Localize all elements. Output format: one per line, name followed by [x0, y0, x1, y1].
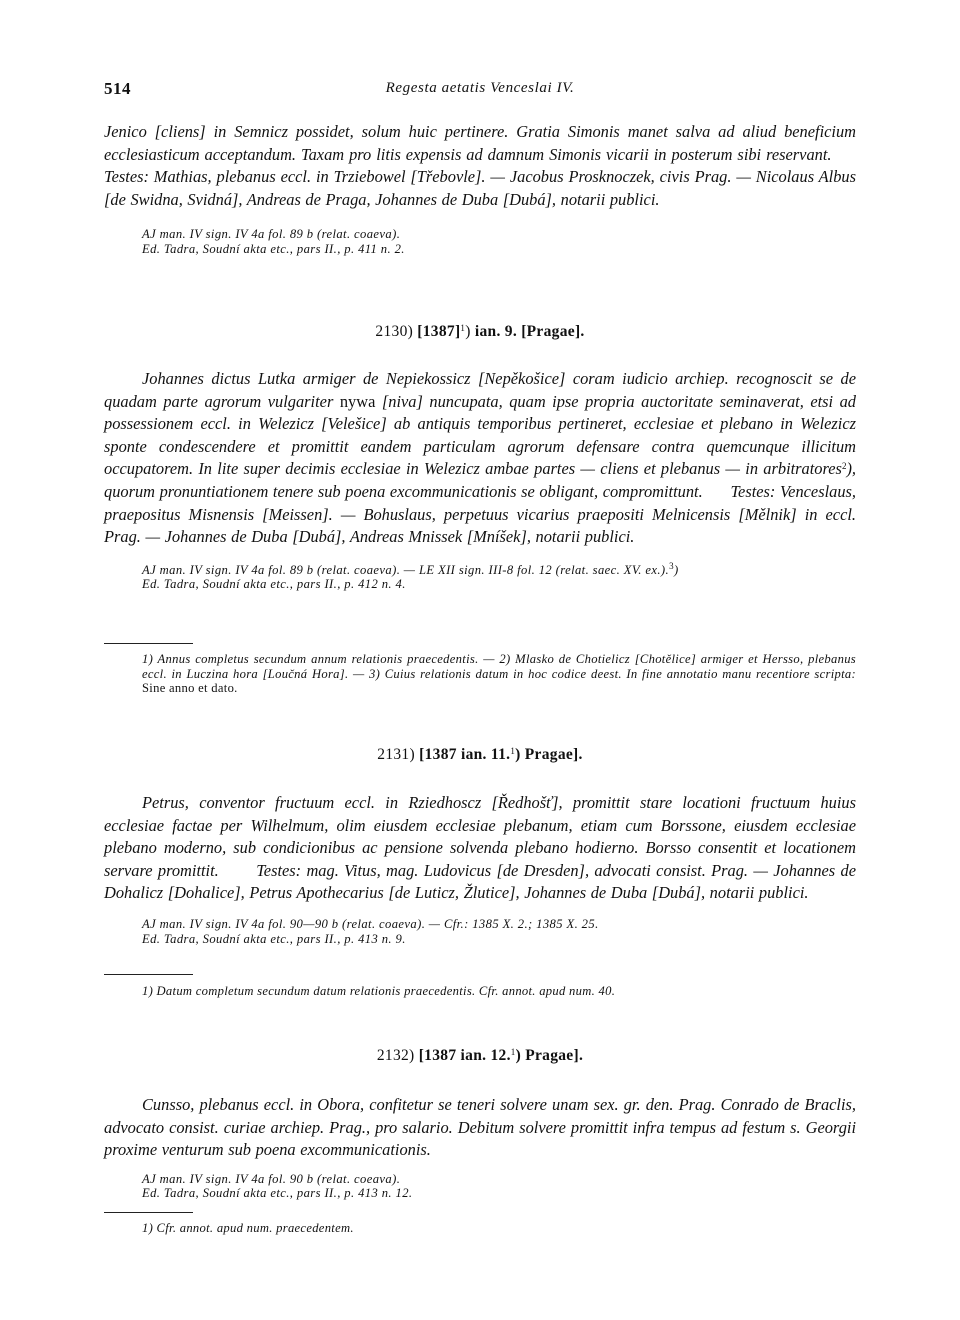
entry-2130-footnote: 1) Annus completus secundum annum relationis praecedentis. — 2) Mlasko de Chotielicz [Chotělice] armiger et Hersso, plebanus eccl. in Luczina hora [Loučná Hora]. — 3) Cuius relationis datum in hoc codice deest. In fine annotatio manu recentiore scripta: Sine anno et dato.: [142, 652, 856, 695]
prev-entry: [104, 121, 856, 257]
footnote-rule: [104, 643, 193, 644]
entry-2130-footnotes: [104, 652, 856, 696]
entry-2132: [104, 1094, 856, 1201]
prev-entry-source-2: Ed. Tadra, Soudní akta etc., pars II., p. 411 n. 2.: [142, 241, 405, 256]
entry-2130-source-1: AJ man. IV sign. IV 4a fol. 89 b (relat. coaeva). — LE XII sign. III-8 fol. 12 (relat. saec. XV. ex.).$^3$): [142, 560, 679, 577]
entry-2130-heading: 2130) $[1387]^1$) ian. 9. [Pragae].: [375, 323, 585, 340]
entry-2132-source-1: AJ man. IV sign. IV 4a fol. 90 b (relat. coeava).: [142, 1171, 401, 1186]
entry-2132-heading: 2132) [1387 ian. 12.$^1$) Pragae].: [376, 1047, 584, 1064]
entry-2131-source-1: AJ man. IV sign. IV 4a fol. 90—90 b (relat. coaeva). — Cfr.: 1385 X. 2.; 1385 X. 25.: [142, 916, 599, 931]
entry-2131-footnotes: [104, 984, 856, 999]
page-number: 514: [104, 79, 131, 98]
entry-2130-witnesses: Testes: Venceslaus, praepositus Misnensis [Meissen]. — Bohuslaus, perpetuus vicarius praepositi Melnicensis [Mělnik] in eccl. Prag. — Johannes de Duba [Dubá], Andreas Mnissek [Mníšek], notarii publici.: [104, 481, 856, 547]
entry-2131-witnesses: Testes: mag. Vitus, mag. Ludovicus [de Dresden], advocati consist. Prag. — Johannes de Dohalicz [Dohalice], Petrus Apothecarius [de Luticz, Žlutice], Johannes de Duba [Dubá], notarii publici.: [104, 860, 857, 903]
prev-entry-witnesses: Testes: Mathias, plebanus eccl. in Trziebowel [Třebovle]. — Jacobus Prosknoczek, civis Prag. — Nicolaus Albus [de Swidna, Svidná], Andreas de Praga, Johannes de Duba [Dubá], notarii publici.: [104, 167, 856, 209]
prev-entry-source-1: AJ man. IV sign. IV 4a fol. 89 b (relat. coaeva).: [142, 227, 401, 242]
entry-2132-footnotes: [104, 1221, 856, 1236]
running-title: Regesta aetatis Venceslai IV.: [385, 80, 575, 96]
entry-2130-text: Johannes dictus Lutka armiger de Nepiekossicz [Nepěkošice] coram iudicio archiep. recognoscit se de quadam parte agrorum vulgariter nywa [niva] nuncupata, quam ipse propria auctoritate seminaverat, etsi ad possessionem eccl. in Welezicz [Velešice] ab antiquis temporibus pertineret, ecclesiae et plebano in Welezicz sponte condescendere et promittit eandem particulam agrorum defensare contra quemcunque illicitum occupatorem. In lite super decimis ecclesiae in Welezicz ambae partes — cliens et plebanus — in arbitratores$^2$), quorum pronuntiationem tenere sub poena excommunicationis se obligant, compromittunt. Testes: Venceslaus, praepositus Misnensis [Meissen]. — Bohuslaus, perpetuus vicarius praepositi Melnicensis [Mělnik] in eccl. Prag. — Johannes de Duba [Dubá], Andreas Mnissek [Mníšek], notarii publici.: [104, 369, 857, 547]
entry-2130: [104, 368, 856, 592]
footnote-rule: [104, 974, 193, 975]
entry-2131: [104, 792, 856, 946]
entry-2131-text: Petrus, conventor fructuum eccl. in Rziedhoscz [Ředhošť], promittit stare locationi fructuum huius ecclesiae factae per Wilhelmum, olim eiusdem ecclesiae plebanum, etiam cum Borssone, eiusdem ecclesiae plebano moderno, sub condicionibus ac pensione solvenda plebano hodierno. Borsso consentit et locationem servare promittit. Testes: mag. Vitus, mag. Ludovicus [de Dresden], advocati consist. Prag. — Johannes de Dohalicz [Dohalice], Petrus Apothecarius [de Luticz, Žlutice], Johannes de Duba [Dubá], notarii publici.: [104, 793, 857, 903]
entry-2130-source-2: Ed. Tadra, Soudní akta etc., pars II., p. 412 n. 4.: [142, 577, 406, 592]
entry-2131-source-2: Ed. Tadra, Soudní akta etc., pars II., p. 413 n. 9.: [142, 931, 406, 946]
page-header: [104, 79, 856, 101]
entry-2132-source-2: Ed. Tadra, Soudní akta etc., pars II., p. 413 n. 12.: [142, 1186, 413, 1201]
prev-entry-text: Jenico [cliens] in Semnicz possidet, solum huic pertinere. Gratia Simonis manet salva ad aliud beneficium ecclesiasticum acceptandum. Taxam pro litis expensis ad damnum Simonis vicarii in posterum sibi reservant. Testes: Mathias, plebanus eccl. in Trziebowel [Třebovle]. — Jacobus Prosknoczek, civis Prag. — Nicolaus Albus [de Swidna, Svidná], Andreas de Praga, Johannes de Duba [Dubá], notarii publici.: [104, 122, 856, 209]
footnote-rule: [104, 1212, 193, 1213]
entry-2132-footnote: 1) Cfr. annot. apud num. praecedentem.: [142, 1221, 354, 1235]
entry-2131-heading: 2131) [1387 ian. 11.$^1$) Pragae].: [377, 746, 583, 763]
entry-2132-text: Cunsso, plebanus eccl. in Obora, confitetur se teneri solvere unam sex. gr. den. Prag. Conrado de Braclis, advocato consist. curiae archiep. Prag., pro salario. Debitum solvere promittit infra tempus ad festum s. Georgii proxime venturum sub poena excommunicationis.: [104, 1095, 856, 1160]
entry-2131-footnote: 1) Datum completum secundum datum relationis praecedentis. Cfr. annot. apud num. 40.: [142, 984, 616, 998]
